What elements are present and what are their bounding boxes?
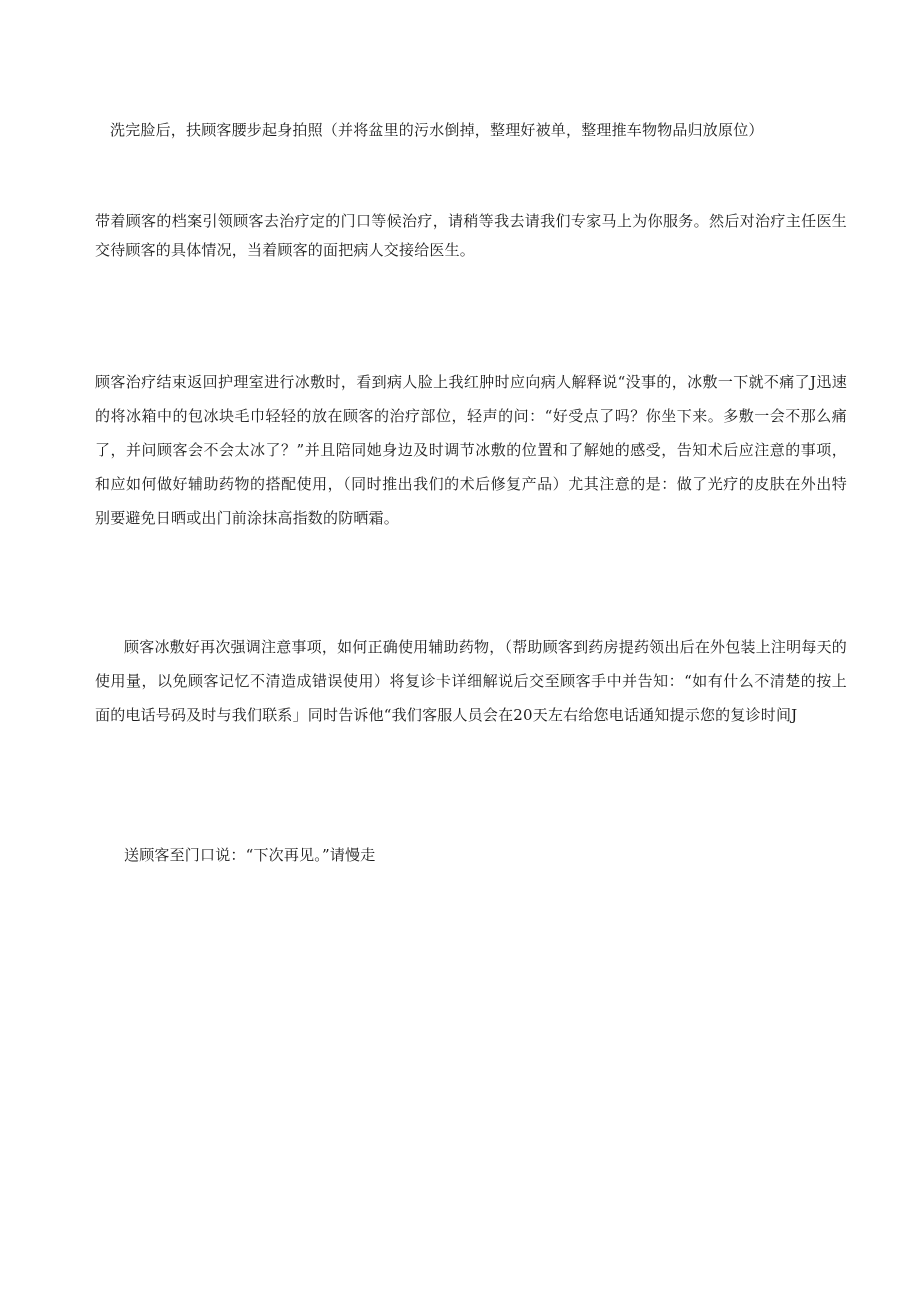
paragraph-lead-to-treatment: 带着顾客的档案引领顾客去治疗定的门口等候治疗，请稍等我去请我们专家马上为你服务。然后对治疗主任医生交待顾客的具体情况，当着顾客的面把病人交接给医生。 [95, 212, 847, 259]
paragraph-farewell: 送顾客至门口说：“下次再见。”请慢走 [124, 846, 376, 864]
paragraph-photo-after-wash: 洗完脸后，扶顾客腰步起身拍照（并将盆里的污水倒掉，整理好被单，整理推车物物品归放原位） [110, 121, 764, 139]
paragraph-cold-compress: 顾客治疗结束返回护理室进行冰敷时，看到病人脸上我红肿时应向病人解释说“没事的，冰敷一下就不痛了J迅速的将冰箱中的包冰块毛巾轻轻的放在顾客的治疗部位，轻声的问：“好受点了吗？你坐下来。多敷一会不那么痛了，并问顾客会不会太冰了？”并且陪同她身边及时调节冰敷的位置和了解她的感受，告知术后应注意的事项，和应如何做好辅助药物的搭配使用，（同时推出我们的术后修复产品）尤其注意的是：做了光疗的皮肤在外出特别要避免日晒或出门前涂抹高指数的防晒霜。 [95, 373, 847, 527]
paragraph-medication-followup: 顾客冰敷好再次强调注意事项，如何正确使用辅助药物，（帮助顾客到药房提药领出后在外包装上注明每天的使用量，以免顾客记忆不清造成错误使用）将复诊卡详细解说后交至顾客手中并告知：“如有什么不清楚的按上面的电话号码及时与我们联系」同时告诉他“我们客服人员会在20天左右给您电话通知提示您的复诊时间J [95, 638, 847, 724]
